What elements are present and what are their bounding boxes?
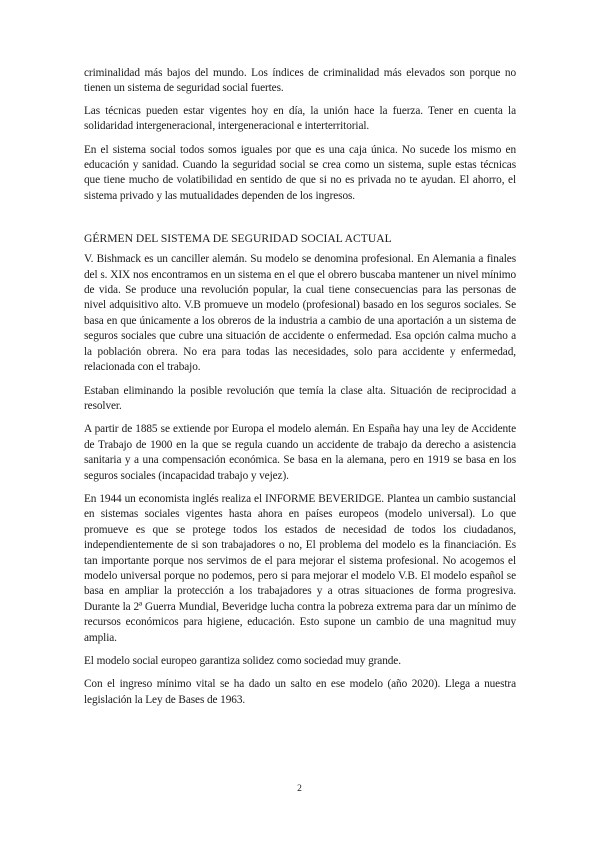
section-heading: GÉRMEN DEL SISTEMA DE SEGURIDAD SOCIAL ACTUAL [84, 232, 392, 246]
paragraph: En 1944 un economista inglés realiza el INFORME BEVERIDGE. Plantea un cambio sustancial en sistemas sociales vigentes hasta ahora en países europeos (modelo universal). Lo que promueve es que se protege todos los estados de necesidad de todos los ciudadanos, independientemente de si son trabajadores o no, El problema del modelo es la financiación. Es tan importante porque nos servimos de el para mejorar el sistema profesional. No acogemos el modelo universal porque no podemos, pero si para mejorar el modelo V.B. El modelo español se basa en ampliar la protección a los trabajadores y a otras situaciones de forma progresiva. Durante la 2ª Guerra Mundial, Beveridge lucha contra la pobreza extrema para dar un mínimo de recursos económicos para higiene, educación. Esto supone un cambio de una magnitud muy amplia. [84, 492, 516, 644]
paragraph: El modelo social europeo garantiza solidez como sociedad muy grande. [84, 655, 401, 667]
paragraph: Las técnicas pueden estar vigentes hoy en día, la unión hace la fuerza. Tener en cuenta la solidaridad intergeneracional, intergeneracional e interterritorial. [84, 104, 516, 133]
paragraph: En el sistema social todos somos iguales por que es una caja única. No sucede los mismo en educación y sanidad. Cuando la seguridad social se crea como un sistema, suple estas técnicas que tiene mucho de volatibilidad en sentido de que si no es privada no te ayudan. El ahorro, el sistema privado y las mutualidades dependen de los ingresos. [84, 143, 516, 202]
page-number: 2 [297, 784, 302, 794]
paragraph: criminalidad más bajos del mundo. Los índices de criminalidad más elevados son porque no tienen un sistema de seguridad social fuertes. [84, 67, 516, 95]
page-body [84, 66, 516, 716]
paragraph: Con el ingreso mínimo vital se ha dado un salto en ese modelo (año 2020). Llega a nuestra legislación la Ley de Bases de 1963. [84, 678, 516, 706]
paragraph: Estaban eliminando la posible revolución que temía la clase alta. Situación de reciprocidad a resolver. [84, 384, 516, 412]
paragraph: A partir de 1885 se extiende por Europa el modelo alemán. En España hay una ley de Accidente de Trabajo de 1900 en la que se regula cuando un accidente de trabajo da derecho a asistencia sanitaria y a una compensación económica. Se basa en la alemana, pero en 1919 se basa en los seguros sociales (incapacidad trabajo y vejez). [84, 423, 516, 482]
paragraph: V. Bishmack es un canciller alemán. Su modelo se denomina profesional. En Alemania a finales del s. XIX nos encontramos en un sistema en el que el obrero buscaba mantener un nivel mínimo de vida. Se produce una revolución popular, la cual tiene consecuencias para las personas de nivel adquisitivo alto. V.B promueve un modelo (profesional) basado en los seguros sociales. Se basa en que únicamente a los obreros de la industria a cambio de una aportación a un sistema de seguros sociales que cubre una situación de accidente o enfermedad. Esa opción calma mucho a la población obrera. No era para todas las necesidades, solo para accidente y enfermedad, relacionada con el trabajo. [84, 253, 516, 374]
